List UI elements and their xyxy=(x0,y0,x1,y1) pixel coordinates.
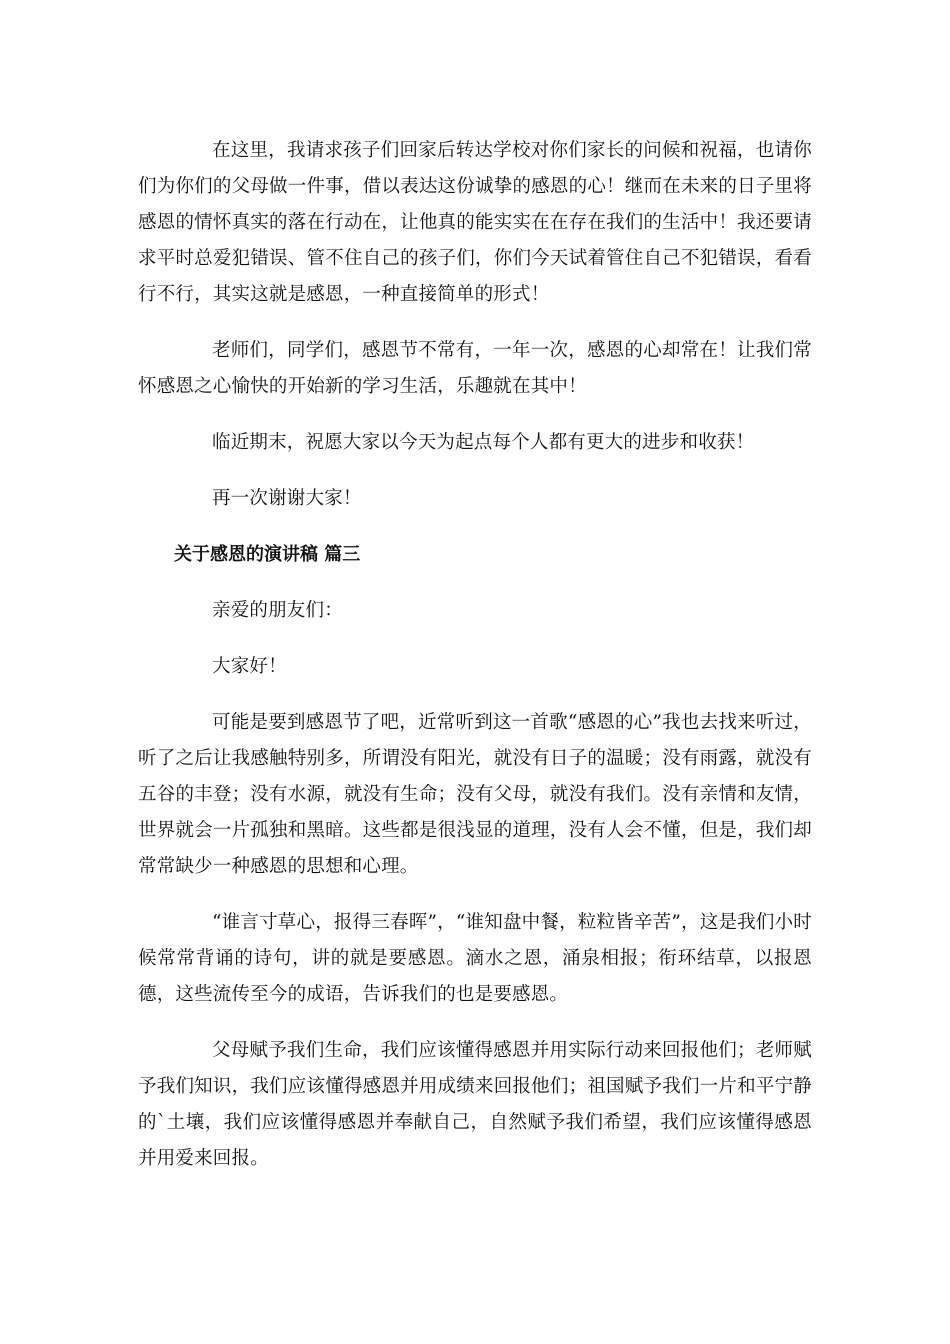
paragraph-end-of-term: 临近期末，祝愿大家以今天为起点每个人都有更大的进步和收获！ xyxy=(212,432,755,453)
paragraph-thanksgiving-song: 可能是要到感恩节了吧，近常听到这一首歌“感恩的心”我也去找来听过，听了之后让我感触特别多，所谓没有阳光，就没有日子的温暖；没有雨露，就没有五谷的丰登；没有水源，就没有生命；没有父母，就没有我们。没有亲情和友情，世界就会一片孤独和黑暗。这些都是很浅显的道理，没有人会不懂，但是，我们却常常缺少一种感恩的思想和心理。 xyxy=(138,712,812,877)
paragraph-hello: 大家好！ xyxy=(212,656,287,677)
paragraph-salutation: 亲爱的朋友们： xyxy=(212,600,343,621)
paragraph-greeting-request: 在这里，我请求孩子们回家后转达学校对你们家长的问候和祝福，也请你们为你们的父母做一件事，借以表达这份诚挚的感恩的心！继而在未来的日子里将感恩的情怀真实的落在行动在，让他真的能实实在在存在我们的生活中！我还要请求平时总爱犯错误、管不住自己的孩子们，你们今天试着管住自己不犯错误，看看行不行，其实这就是感恩，一种直接简单的形式！ xyxy=(138,140,812,305)
section-heading: 关于感恩的演讲稿 篇三 xyxy=(174,544,361,565)
paragraph-thanks-again: 再一次谢谢大家！ xyxy=(212,488,362,509)
paragraph-poems-idioms: “谁言寸草心，报得三春晖”，“谁知盘中餐，粒粒皆辛苦”，这是我们小时候常常背诵的诗句，讲的就是要感恩。滴水之恩，涌泉相报；衔环结草，以报恩德，这些流传至今的成语，告诉我们的也是要感恩。 xyxy=(138,912,812,1005)
paragraph-gratitude-return: 父母赋予我们生命，我们应该懂得感恩并用实际行动来回报他们；老师赋予我们知识，我们应该懂得感恩并用成绩来回报他们；祖国赋予我们一片和平宁静的`土壤，我们应该懂得感恩并奉献自己，自然赋予我们希望，我们应该懂得感恩并用爱来回报。 xyxy=(138,1040,812,1169)
paragraph-teachers-students: 老师们，同学们，感恩节不常有，一年一次，感恩的心却常在！让我们常怀感恩之心愉快的开始新的学习生活，乐趣就在其中！ xyxy=(138,340,812,397)
document-body xyxy=(138,133,812,1177)
